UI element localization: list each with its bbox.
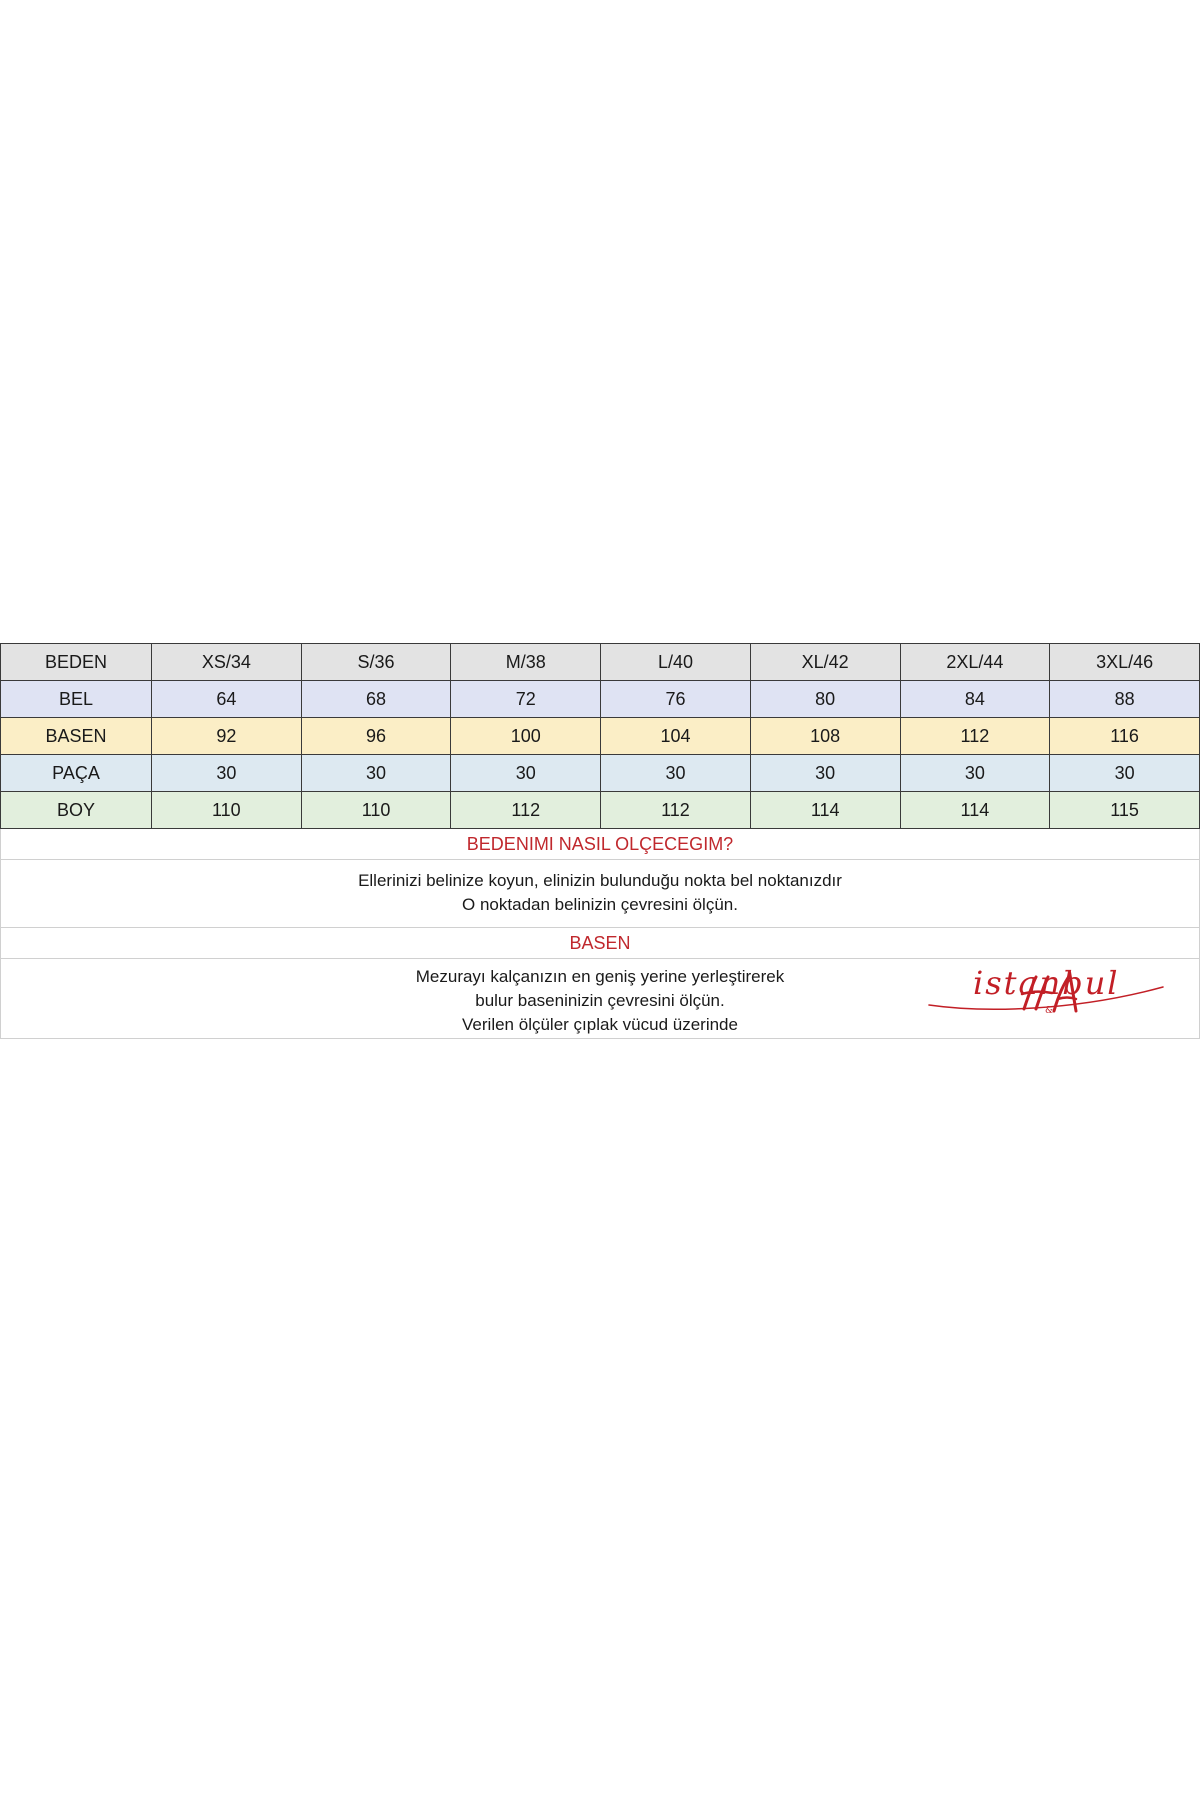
table-cell: 72 bbox=[451, 681, 601, 718]
header-cell: S/36 bbox=[301, 644, 451, 681]
table-cell: 30 bbox=[152, 755, 302, 792]
svg-text:&: & bbox=[1045, 1006, 1054, 1016]
table-row-hem bbox=[1, 755, 1200, 792]
hip-title: BASEN bbox=[1, 928, 1199, 959]
table-cell: 96 bbox=[301, 718, 451, 755]
table-cell: 114 bbox=[750, 792, 900, 829]
hip-instruction-line: bulur baseninizin çevresini ölçün. bbox=[475, 991, 725, 1010]
waist-instruction-line: Ellerinizi belinize koyun, elinizin bulunduğu nokta bel noktanızdır bbox=[358, 871, 842, 890]
table-cell: 92 bbox=[152, 718, 302, 755]
table-cell: 100 bbox=[451, 718, 601, 755]
table-cell: 30 bbox=[451, 755, 601, 792]
table-cell: 30 bbox=[900, 755, 1050, 792]
table-cell: 68 bbox=[301, 681, 451, 718]
header-cell: M/38 bbox=[451, 644, 601, 681]
table-cell: 112 bbox=[451, 792, 601, 829]
table-cell: 116 bbox=[1050, 718, 1200, 755]
waist-instructions bbox=[1, 860, 1199, 928]
brand-logo bbox=[925, 964, 1171, 1023]
table-cell: 30 bbox=[601, 755, 751, 792]
table-cell: 110 bbox=[301, 792, 451, 829]
table-cell: 88 bbox=[1050, 681, 1200, 718]
table-row-length bbox=[1, 792, 1200, 829]
table-cell: 76 bbox=[601, 681, 751, 718]
header-cell: L/40 bbox=[601, 644, 751, 681]
guide-title: BEDENIMI NASIL OLÇECEGIM? bbox=[1, 829, 1199, 860]
hip-instruction-line: Mezurayı kalçanızın en geniş yerine yerleştirerek bbox=[415, 967, 785, 986]
table-cell: 112 bbox=[601, 792, 751, 829]
header-cell: 2XL/44 bbox=[900, 644, 1050, 681]
table-cell: 84 bbox=[900, 681, 1050, 718]
table-cell: 112 bbox=[900, 718, 1050, 755]
table-cell: 108 bbox=[750, 718, 900, 755]
header-cell-size: BEDEN bbox=[1, 644, 152, 681]
brand-wordmark: istanbul bbox=[973, 964, 1120, 1002]
row-label: BASEN bbox=[1, 718, 152, 755]
table-cell: 64 bbox=[152, 681, 302, 718]
hip-instructions bbox=[1, 959, 1199, 1039]
row-label: BEL bbox=[1, 681, 152, 718]
table-cell: 80 bbox=[750, 681, 900, 718]
table-cell: 30 bbox=[750, 755, 900, 792]
table-cell: 110 bbox=[152, 792, 302, 829]
header-cell: 3XL/46 bbox=[1050, 644, 1200, 681]
size-chart bbox=[0, 643, 1200, 1039]
header-cell: XS/34 bbox=[152, 644, 302, 681]
table-cell: 115 bbox=[1050, 792, 1200, 829]
brand-swash-icon bbox=[925, 964, 1171, 1023]
size-table bbox=[0, 643, 1200, 829]
hip-instruction-line: Verilen ölçüler çıplak vücud üzerinde bbox=[462, 1015, 738, 1034]
table-cell: 114 bbox=[900, 792, 1050, 829]
row-label: PAÇA bbox=[1, 755, 152, 792]
table-cell: 30 bbox=[1050, 755, 1200, 792]
table-cell: 30 bbox=[301, 755, 451, 792]
table-header-row bbox=[1, 644, 1200, 681]
table-cell: 104 bbox=[601, 718, 751, 755]
table-row-waist bbox=[1, 681, 1200, 718]
header-cell: XL/42 bbox=[750, 644, 900, 681]
table-row-hip bbox=[1, 718, 1200, 755]
waist-instruction-line: O noktadan belinizin çevresini ölçün. bbox=[462, 895, 738, 914]
row-label: BOY bbox=[1, 792, 152, 829]
measurement-guide bbox=[0, 829, 1200, 1039]
